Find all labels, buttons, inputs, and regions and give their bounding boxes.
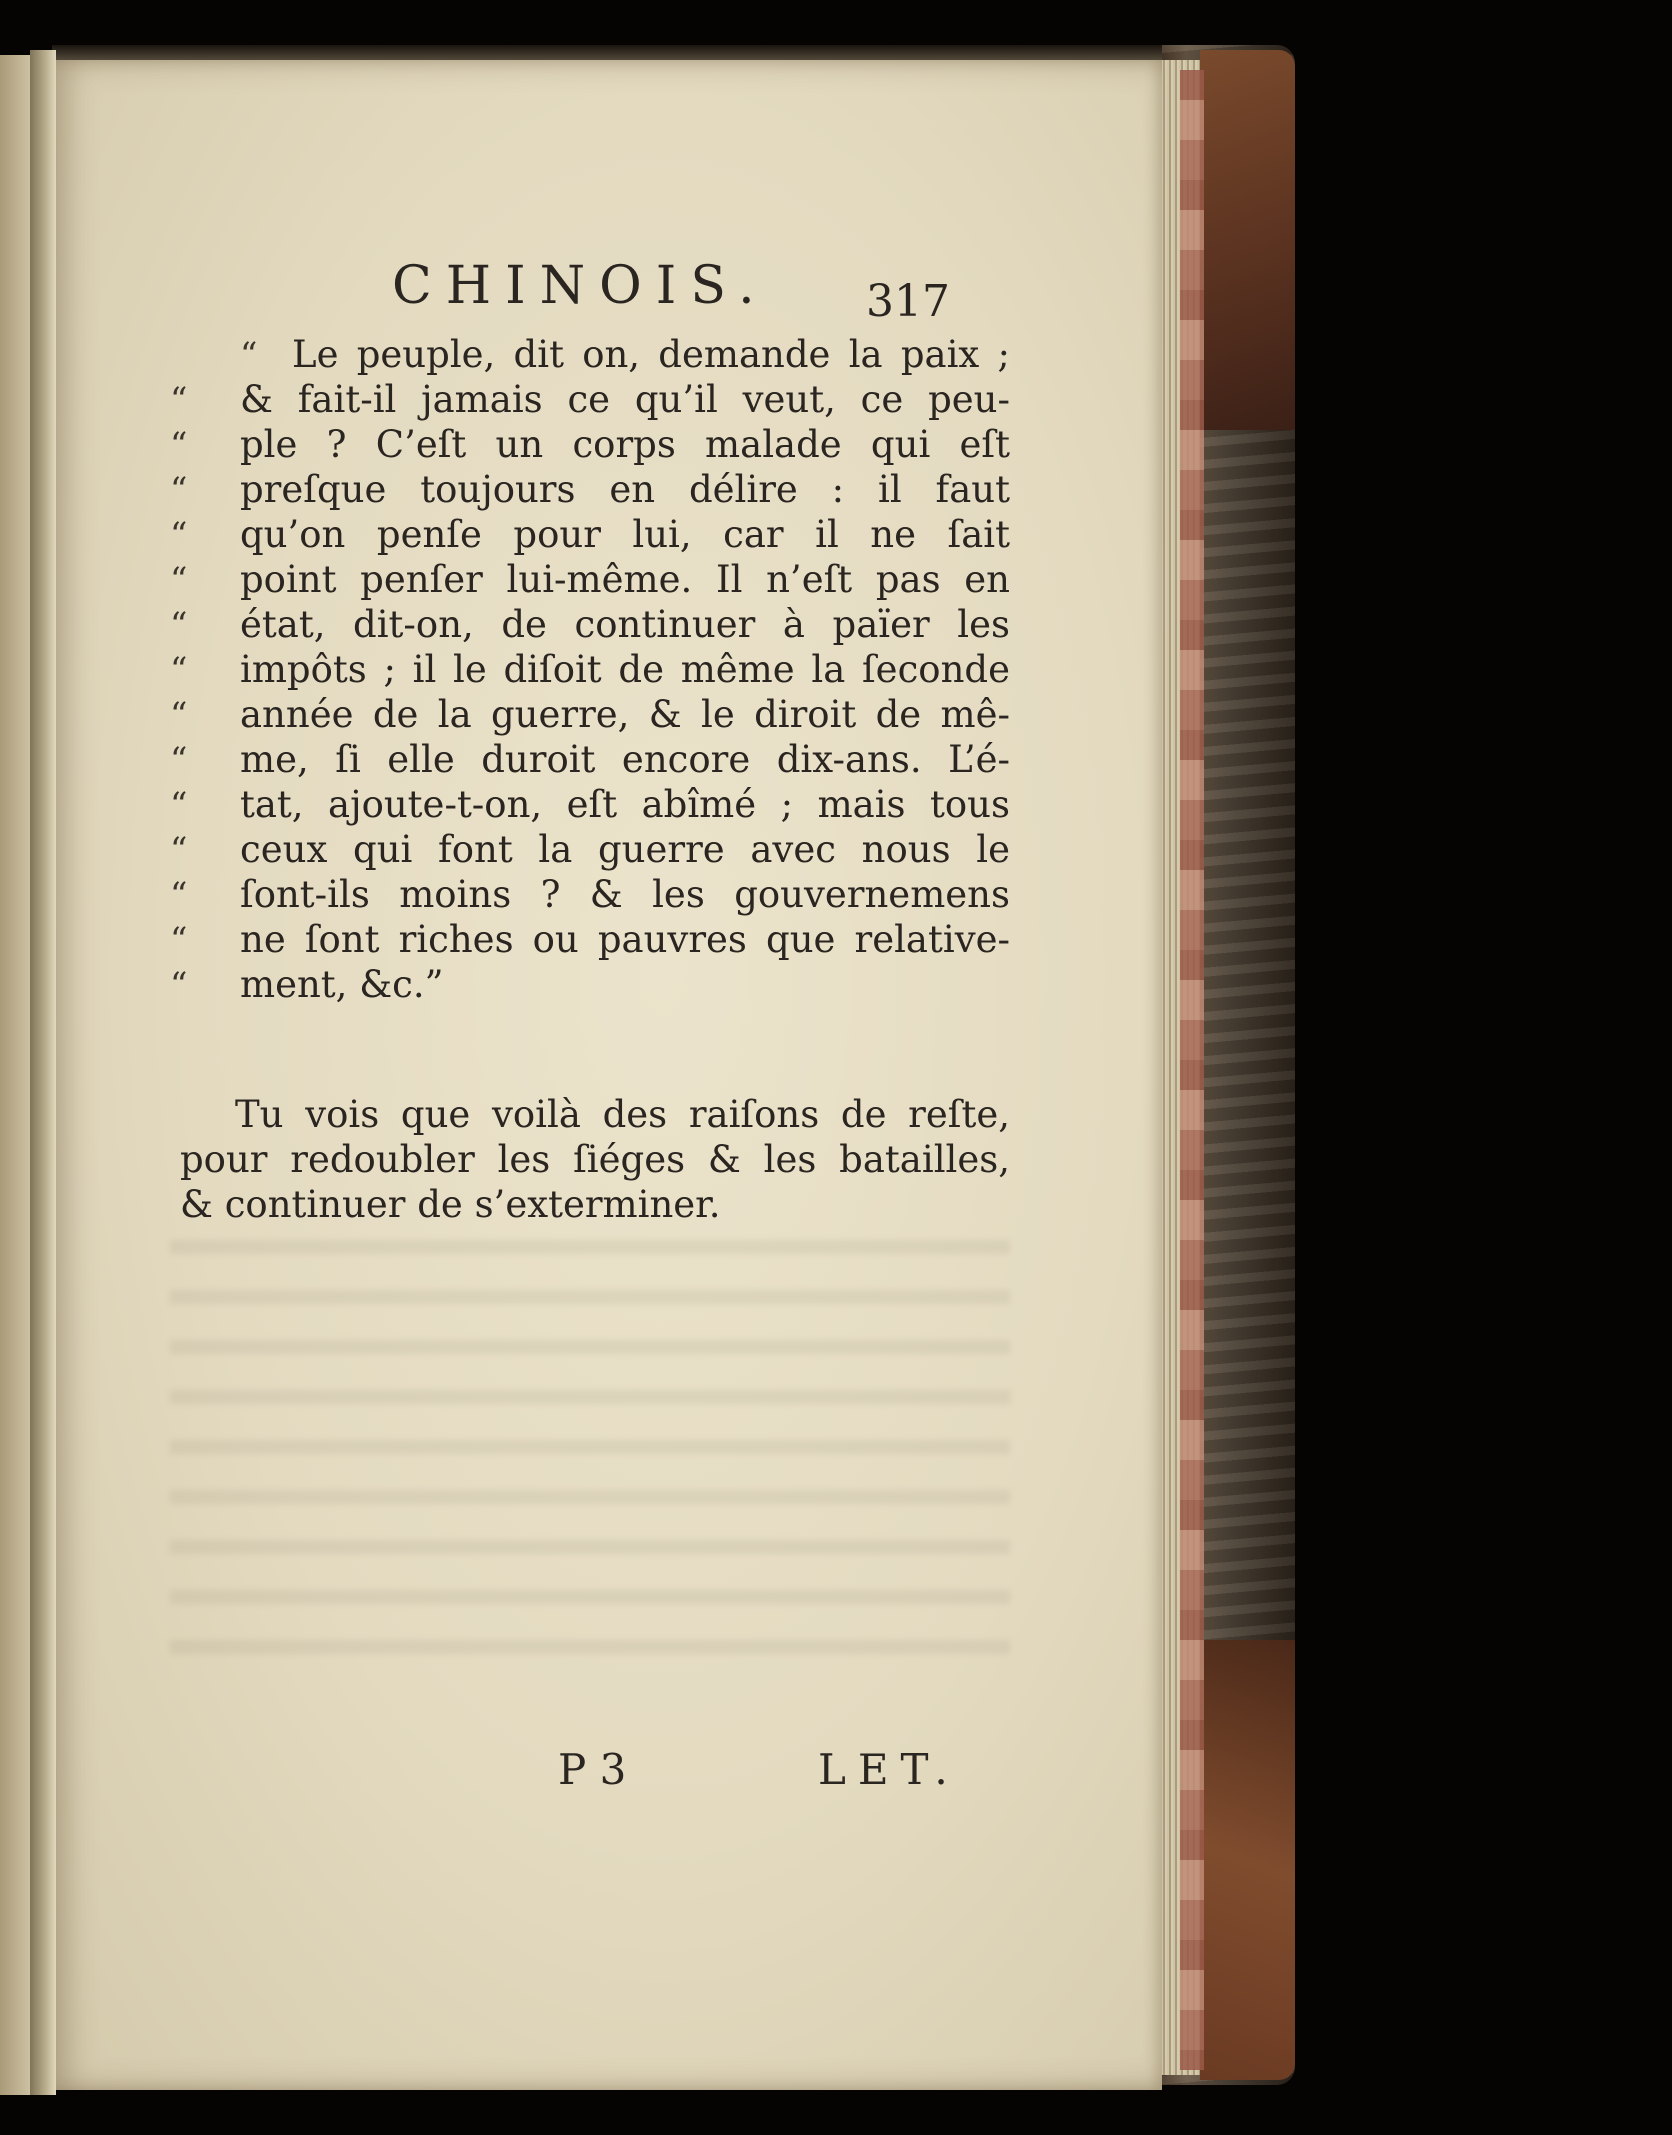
quote-mark: “	[170, 560, 188, 600]
line-text: ple ? C’eſt un corps malade qui eſt	[240, 423, 1010, 466]
page-number: 317	[866, 276, 950, 327]
quoted-line	[170, 870, 1010, 920]
quote-mark: “	[170, 875, 188, 915]
quote-mark: “	[170, 515, 188, 555]
line-text: & continuer de s’exterminer.	[180, 1183, 721, 1226]
line-text: preſque toujours en délire : il faut	[240, 468, 1010, 511]
quote-mark: “	[170, 830, 188, 870]
quoted-line	[170, 690, 1010, 740]
gutter	[30, 50, 56, 2095]
paragraph-line	[180, 1090, 1010, 1140]
quoted-line	[170, 465, 1010, 515]
leather-corner-top	[1200, 50, 1295, 430]
running-head: CHINOIS.	[392, 256, 769, 316]
line-text: année de la guerre, & le diroit de mê-	[240, 693, 1010, 736]
quoted-line	[170, 915, 1010, 965]
leather-corner-bottom	[1200, 1640, 1295, 2080]
line-text: état, dit-on, de continuer à païer les	[240, 603, 1010, 646]
line-text: me, ſi elle duroit encore dix-ans. L’é-	[240, 738, 1010, 781]
quoted-line	[170, 510, 1010, 560]
line-text: ne ſont riches ou pauvres que relative-	[240, 918, 1010, 961]
quote-mark: “	[170, 470, 188, 510]
sprinkled-edge	[1180, 70, 1204, 2070]
line-text: tat, ajoute-t-on, eſt abîmé ; mais tous	[240, 783, 1010, 826]
line-text: Tu vois que voilà des raiſons de reſte,	[235, 1093, 1010, 1136]
quote-mark: “	[170, 920, 188, 960]
quoted-line	[170, 600, 1010, 650]
line-text: point penſer lui-même. Il n’eſt pas en	[240, 558, 1010, 601]
quote-mark: “	[170, 380, 188, 420]
quote-mark: “	[170, 695, 188, 735]
quoted-line	[170, 645, 1010, 695]
line-text: ceux qui font la guerre avec nous le	[240, 828, 1010, 871]
paragraph-line	[180, 1180, 1010, 1230]
line-text: Le peuple, dit on, demande la paix ;	[292, 333, 1010, 376]
quoted-line	[170, 375, 1010, 425]
quote-mark: “	[170, 740, 188, 780]
quote-mark: “	[240, 335, 258, 375]
line-text: qu’on penſe pour lui, car il ne ſait	[240, 513, 1010, 556]
quoted-line	[170, 420, 1010, 470]
quote-mark: “	[170, 785, 188, 825]
line-text: pour redoubler les ſiéges & les batailles,	[180, 1138, 1010, 1181]
quoted-line	[170, 825, 1010, 875]
quote-mark: “	[170, 605, 188, 645]
quoted-line	[170, 735, 1010, 785]
quote-mark: “	[170, 650, 188, 690]
line-text: & fait-il jamais ce qu’il veut, ce peu-	[240, 378, 1010, 421]
quote-mark: “	[170, 965, 188, 1005]
paragraph-line	[180, 1135, 1010, 1185]
quote-mark: “	[170, 425, 188, 465]
line-text: ſont-ils moins ? & les gouvernemens	[240, 873, 1010, 916]
quoted-line	[170, 960, 1010, 1010]
line-text: impôts ; il le diſoit de même la ſeconde	[240, 648, 1010, 691]
quoted-line	[170, 555, 1010, 605]
quoted-line	[170, 330, 1010, 380]
signature-mark: P 3	[558, 1745, 627, 1794]
quoted-line	[170, 780, 1010, 830]
show-through	[170, 1240, 1010, 1660]
catchword: LET.	[818, 1745, 960, 1794]
line-text: ment, &c.”	[240, 963, 444, 1006]
